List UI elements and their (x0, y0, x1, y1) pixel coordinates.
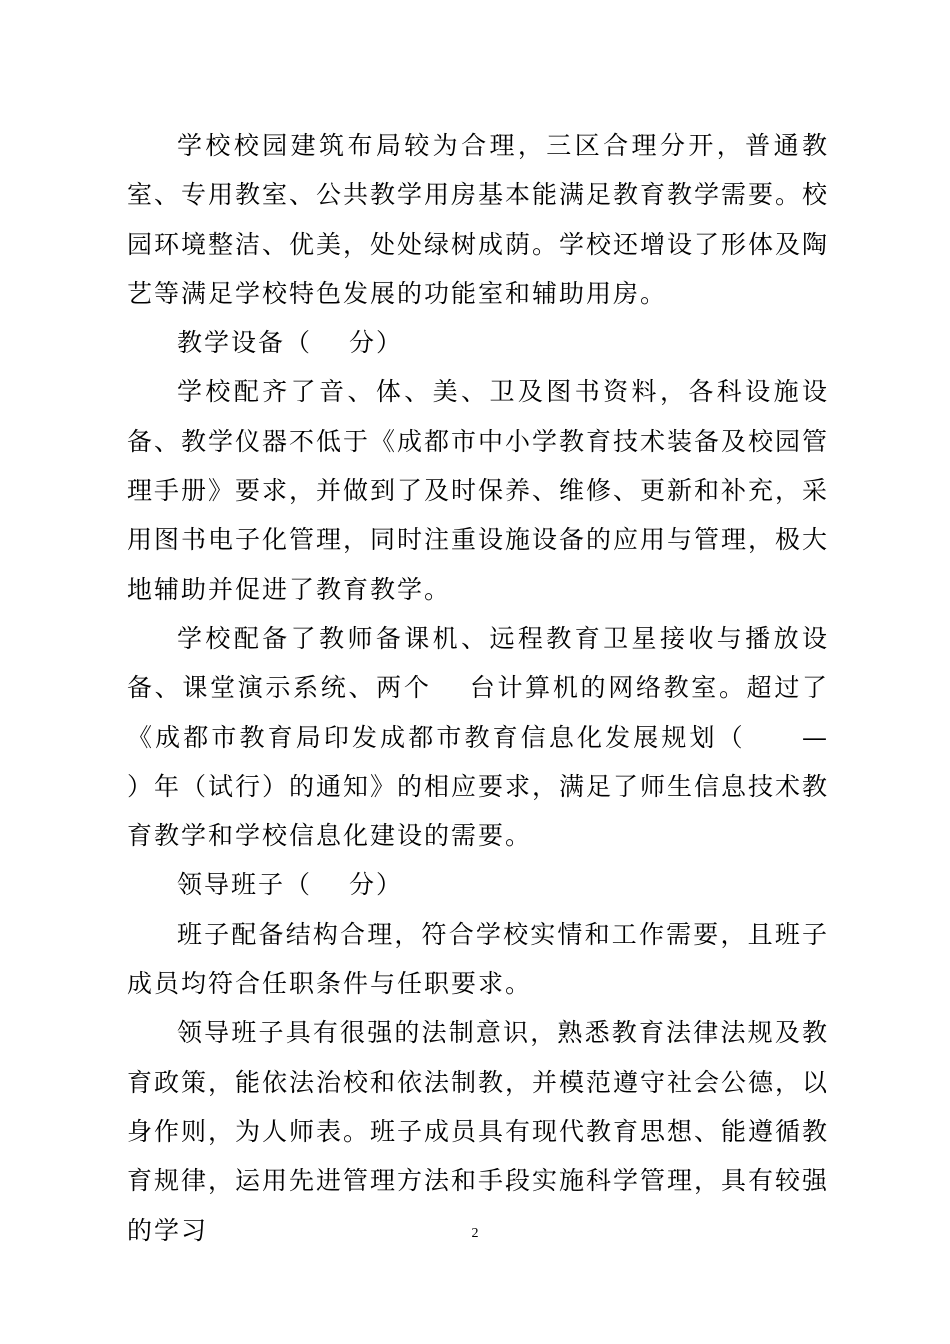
section-heading-teaching-equipment: 教学设备（ 分） (177, 328, 403, 358)
paragraph-it-equipment: 学校配备了教师备课机、远程教育卫星接收与播放设备、课堂演示系统、两个 台计算机的网络教室。超过了《成都市教育局印发成都市教育信息化发展规划（ — ）年（试行）的通知》的相应要求，满足了师生信息技术教育教学和学校信息化建设的需要。 (127, 623, 884, 851)
section-heading-leadership: 领导班子（ 分） (177, 870, 403, 900)
paragraph-leadership-structure: 班子配备结构合理，符合学校实情和工作需要，且班子成员均符合任职条件与任职要求。 (127, 919, 829, 999)
paragraph-leadership-quality: 领导班子具有很强的法制意识，熟悉教育法律法规及教育政策，能依法治校和依法制教，并模范遵守社会公德，以身作则，为人师表。班子成员具有现代教育思想、能遵循教育规律，运用先进管理方法和手段实施科学管理，具有较强的学习 (127, 1018, 830, 1245)
body-text (127, 121, 884, 1255)
paragraph-campus-layout: 学校校园建筑布局较为合理，三区合理分开，普通教室、专用教室、公共教学用房基本能满足教育教学需要。校园环境整洁、优美，处处绿树成荫。学校还增设了形体及陶艺等满足学校特色发展的功能室和辅助用房。 (127, 131, 830, 308)
paragraph-equipment: 学校配齐了音、体、美、卫及图书资料，各科设施设备、教学仪器不低于《成都市中小学教育技术装备及校园管理手册》要求，并做到了及时保养、维修、更新和补充，采用图书电子化管理，同时注重设施设备的应用与管理，极大地辅助并促进了教育教学。 (127, 377, 830, 604)
page-number: 2 (471, 1226, 479, 1241)
